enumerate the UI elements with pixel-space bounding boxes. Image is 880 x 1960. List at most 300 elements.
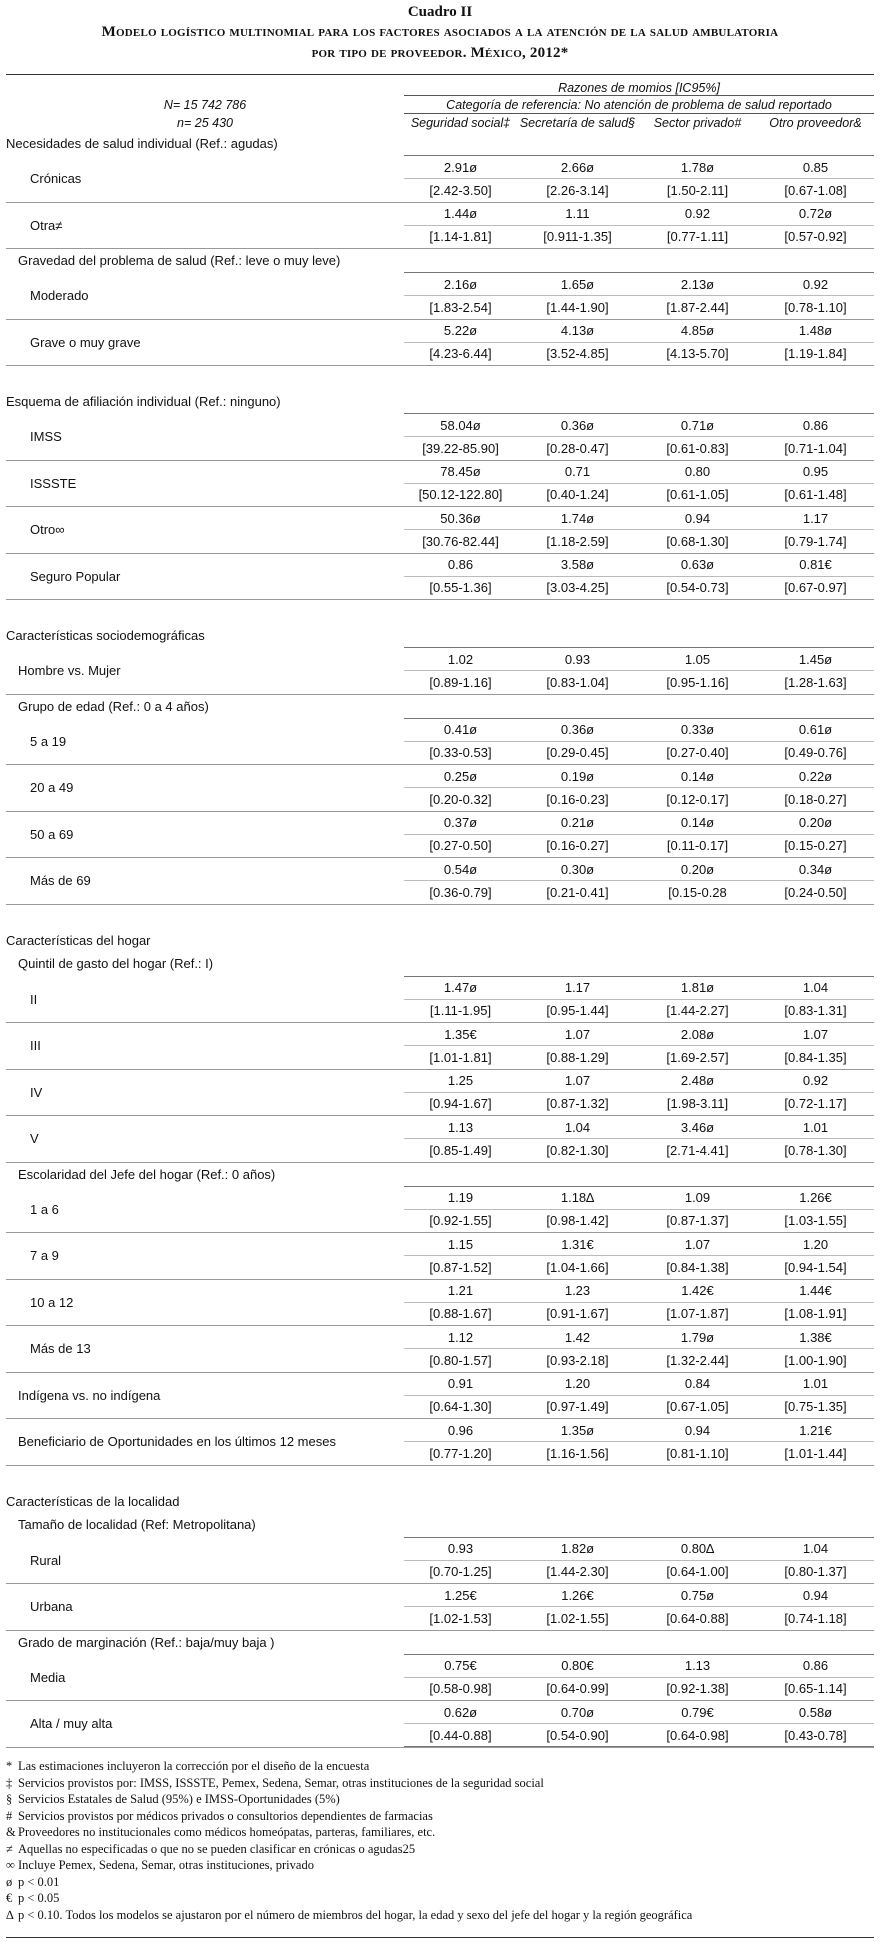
confidence-interval-cell: [0.87-1.32]: [546, 1096, 609, 1112]
confidence-interval-cell: [0.85-1.49]: [429, 1142, 492, 1158]
column-header: Secretaría de salud§: [519, 115, 636, 130]
odds-ratio-cell: 3.46ø: [638, 1116, 757, 1139]
confidence-interval-cell: [1.07-1.87]: [666, 1306, 729, 1322]
confidence-interval-cell: [1.44-2.30]: [546, 1564, 609, 1580]
confidence-interval-cell: [0.27-0.50]: [429, 838, 492, 854]
confidence-interval-cell: [0.95-1.16]: [666, 674, 729, 690]
odds-ratio-cell: 1.02: [404, 648, 517, 671]
odds-ratio-cell: 1.11: [517, 202, 638, 225]
subsection-heading: [6, 1630, 874, 1654]
row-label: Otra≠: [30, 217, 63, 233]
spacer-row: [6, 1465, 874, 1489]
confidence-interval-cell: [1.87-2.44]: [666, 299, 729, 315]
odds-ratio-cell: 0.79€: [638, 1701, 757, 1724]
confidence-interval-cell: [1.02-1.53]: [429, 1610, 492, 1626]
footnote-symbol: *: [6, 1759, 13, 1773]
confidence-interval-cell: [1.32-2.44]: [666, 1352, 729, 1368]
table-row: [6, 273, 874, 296]
odds-ratio-cell: 58.04ø: [404, 414, 517, 437]
table-row: [6, 319, 874, 342]
row-label: V: [30, 1131, 39, 1147]
footnote-text: Aquellas no especificadas o que no se pueden clasificar en crónicas o agudas25: [18, 1841, 416, 1856]
odds-ratio-cell: 0.92: [638, 202, 757, 225]
confidence-interval-cell: [4.23-6.44]: [429, 346, 492, 362]
odds-ratio-cell: 2.91ø: [404, 156, 517, 179]
odds-ratio-cell: 0.41ø: [404, 718, 517, 741]
confidence-interval-cell: [2.26-3.14]: [546, 182, 609, 198]
footnote-text: p < 0.10. Todos los modelos se ajustaron por el número de miembros del hogar, la edad y sexo del jefe del hogar y la región geográfica: [18, 1907, 693, 1922]
confidence-interval-cell: [0.78-1.10]: [784, 299, 847, 315]
heading-label: Necesidades de salud individual (Ref.: agudas): [6, 135, 278, 151]
odds-ratio-cell: 2.08ø: [638, 1023, 757, 1046]
odds-ratio-cell: 1.25€: [404, 1584, 517, 1607]
confidence-interval-cell: [0.64-0.99]: [546, 1681, 609, 1697]
table-row: [6, 648, 874, 671]
odds-ratio-cell: 0.62ø: [404, 1701, 517, 1724]
confidence-interval-cell: [0.61-1.05]: [666, 487, 729, 503]
footnote-text: p < 0.01: [18, 1874, 60, 1889]
footnote-symbol: ø: [6, 1874, 13, 1889]
odds-ratio-cell: 1.81ø: [638, 976, 757, 999]
odds-ratio-cell: 0.70ø: [517, 1701, 638, 1724]
table-title-line-2: por tipo de proveedor. México, 2012*: [311, 45, 569, 61]
section-heading: [6, 1489, 874, 1513]
footnote: [6, 1808, 874, 1825]
confidence-interval-cell: [3.52-4.85]: [546, 346, 609, 362]
subsection-heading: [6, 694, 874, 718]
spacer-row: [6, 904, 874, 928]
confidence-interval-cell: [50.12-122.80]: [418, 487, 503, 503]
odds-ratio-cell: 0.22ø: [757, 765, 874, 788]
confidence-interval-cell: [1.18-2.59]: [546, 533, 609, 549]
footnote-text: Servicios provistos por médicos privados o consultorios dependientes de farmacias: [18, 1808, 433, 1823]
odds-ratio-cell: 0.20ø: [638, 858, 757, 881]
footnote: [6, 1890, 874, 1907]
confidence-interval-cell: [0.88-1.67]: [429, 1306, 492, 1322]
odds-ratio-cell: 1.13: [638, 1654, 757, 1677]
column-header: Otro proveedor&: [769, 115, 862, 130]
odds-ratio-cell: 1.21: [404, 1279, 517, 1302]
odds-ratio-cell: 1.82ø: [517, 1537, 638, 1560]
confidence-interval-cell: [0.87-1.37]: [666, 1213, 729, 1229]
confidence-interval-cell: [1.01-1.81]: [429, 1049, 492, 1065]
footnote-text: Proveedores no institucionales como médicos homeópatas, parteras, familiares, etc.: [18, 1825, 436, 1839]
confidence-interval-cell: [0.15-0.28: [668, 884, 727, 900]
confidence-interval-cell: [0.93-2.18]: [546, 1352, 609, 1368]
table-row: [6, 1069, 874, 1092]
odds-ratio-cell: 1.35ø: [517, 1419, 638, 1442]
confidence-interval-cell: [0.67-1.05]: [666, 1399, 729, 1415]
confidence-interval-cell: [3.03-4.25]: [546, 580, 609, 596]
confidence-interval-cell: [0.71-1.04]: [784, 440, 847, 456]
odds-ratio-cell: 1.48ø: [757, 319, 874, 342]
odds-ratio-cell: 1.18∆: [517, 1186, 638, 1209]
heading-label: Tamaño de localidad (Ref: Metropolitana): [18, 1517, 256, 1533]
odds-ratio-cell: 1.31€: [517, 1233, 638, 1256]
odds-ratio-cell: 0.94: [638, 507, 757, 530]
footnote-symbol: #: [6, 1808, 13, 1823]
odds-ratio-cell: 0.54ø: [404, 858, 517, 881]
confidence-interval-cell: [1.02-1.55]: [546, 1610, 609, 1626]
odds-ratio-cell: 1.26€: [517, 1584, 638, 1607]
column-header: Seguridad social‡: [410, 115, 511, 130]
confidence-interval-cell: [0.911-1.35]: [543, 229, 612, 245]
confidence-interval-cell: [0.83-1.31]: [784, 1003, 847, 1019]
table-row: [6, 414, 874, 437]
heading-label: Gravedad del problema de salud (Ref.: leve o muy leve): [18, 253, 341, 268]
odds-ratio-cell: 0.95: [757, 460, 874, 483]
table-row: [6, 202, 874, 225]
odds-ratio-cell: 0.30ø: [517, 858, 638, 881]
odds-ratio-cell: 1.04: [517, 1116, 638, 1139]
table-notes: [6, 1758, 874, 1923]
confidence-interval-cell: [1.04-1.66]: [546, 1259, 609, 1275]
confidence-interval-cell: [0.64-1.00]: [666, 1564, 729, 1580]
heading-label: Características del hogar: [6, 932, 151, 948]
odds-ratio-cell: 1.20: [757, 1233, 874, 1256]
odds-ratio-cell: 1.09: [638, 1186, 757, 1209]
confidence-interval-cell: [0.64-0.88]: [666, 1610, 729, 1626]
confidence-interval-cell: [1.16-1.56]: [546, 1445, 609, 1461]
odds-ratio-cell: 0.21ø: [517, 811, 638, 834]
confidence-interval-cell: [0.24-0.50]: [784, 884, 847, 900]
confidence-interval-cell: [1.83-2.54]: [429, 299, 492, 315]
confidence-interval-cell: [0.79-1.74]: [784, 533, 847, 549]
confidence-interval-cell: [0.65-1.14]: [784, 1681, 847, 1697]
confidence-interval-cell: [0.64-1.30]: [429, 1399, 492, 1415]
footnote: [6, 1907, 874, 1924]
confidence-interval-cell: [0.92-1.55]: [429, 1213, 492, 1229]
footnote-symbol: ∆: [6, 1907, 14, 1922]
table-header: [6, 75, 874, 132]
confidence-interval-cell: [39.22-85.90]: [422, 440, 499, 456]
row-label: Beneficiario de Oportunidades en los últimos 12 meses: [18, 1434, 336, 1450]
footnote-symbol: &: [6, 1825, 16, 1839]
table-row: [6, 507, 874, 530]
row-label: Más de 13: [30, 1341, 91, 1357]
odds-ratio-cell: 1.44ø: [404, 202, 517, 225]
odds-ratio-cell: 0.36ø: [517, 718, 638, 741]
odds-ratio-cell: 1.47ø: [404, 976, 517, 999]
odds-ratio-cell: 0.63ø: [638, 553, 757, 576]
heading-label: Grupo de edad (Ref.: 0 a 4 años): [18, 698, 209, 714]
odds-ratio-cell: 1.74ø: [517, 507, 638, 530]
row-label: Hombre vs. Mujer: [18, 663, 121, 678]
table-row: [6, 1326, 874, 1349]
footnote: [6, 1874, 874, 1891]
subsection-heading: [6, 1162, 874, 1186]
confidence-interval-cell: [0.94-1.54]: [784, 1259, 847, 1275]
confidence-interval-cell: [0.49-0.76]: [784, 745, 847, 761]
confidence-interval-cell: [0.89-1.16]: [429, 674, 492, 690]
odds-ratio-cell: 0.71: [517, 460, 638, 483]
row-label: Otro∞: [30, 522, 65, 538]
odds-ratio-cell: 0.72ø: [757, 202, 874, 225]
confidence-interval-cell: [0.75-1.35]: [784, 1399, 847, 1415]
confidence-interval-cell: [0.36-0.79]: [429, 884, 492, 900]
odds-ratio-cell: 0.84: [638, 1372, 757, 1395]
odds-ratio-cell: 1.13: [404, 1116, 517, 1139]
confidence-interval-cell: [0.18-0.27]: [784, 791, 847, 807]
footnote: [6, 1791, 874, 1808]
section-heading: [6, 928, 874, 952]
odds-ratio-cell: 0.86: [404, 553, 517, 576]
odds-ratio-cell: 1.42: [517, 1326, 638, 1349]
confidence-interval-cell: [0.44-0.88]: [404, 1724, 517, 1747]
spacer-row: [6, 366, 874, 390]
confidence-interval-cell: [2.71-4.41]: [666, 1142, 729, 1158]
confidence-interval-cell: [0.95-1.44]: [546, 1003, 609, 1019]
odds-ratio-cell: 1.25: [404, 1069, 517, 1092]
table-row: [6, 156, 874, 179]
odds-ratio-cell: 1.65ø: [517, 273, 638, 296]
footnote-text: Las estimaciones incluyeron la corrección por el diseño de la encuesta: [18, 1759, 370, 1773]
row-label: 50 a 69: [30, 826, 74, 842]
row-label: 7 a 9: [30, 1248, 59, 1264]
odds-ratio-cell: 3.58ø: [517, 553, 638, 576]
heading-label: Escolaridad del Jefe del hogar (Ref.: 0 años): [18, 1166, 276, 1182]
column-header: Sector privado#: [653, 115, 742, 130]
confidence-interval-cell: [0.61-0.83]: [666, 440, 729, 456]
odds-ratio-cell: 1.15: [404, 1233, 517, 1256]
confidence-interval-cell: [0.91-1.67]: [546, 1306, 609, 1322]
confidence-interval-cell: [1.14-1.81]: [429, 229, 492, 245]
odds-ratio-cell: 0.80€: [517, 1654, 638, 1677]
confidence-interval-cell: [1.03-1.55]: [784, 1213, 847, 1229]
odds-ratio-cell: 0.86: [757, 1654, 874, 1677]
odds-ratio-cell: 0.91: [404, 1372, 517, 1395]
odds-ratio-cell: 2.13ø: [638, 273, 757, 296]
odds-ratio-cell: 0.94: [757, 1584, 874, 1607]
odds-ratio-cell: 1.01: [757, 1116, 874, 1139]
heading-label: Características sociodemográficas: [6, 627, 205, 643]
confidence-interval-cell: [0.67-1.08]: [784, 182, 847, 198]
confidence-interval-cell: [0.87-1.52]: [429, 1259, 492, 1275]
table-row: [6, 460, 874, 483]
confidence-interval-cell: [1.00-1.90]: [784, 1352, 847, 1368]
table-row: [6, 1372, 874, 1395]
row-label: Urbana: [30, 1599, 73, 1615]
odds-ratio-cell: 0.85: [757, 156, 874, 179]
odds-ratio-cell: 1.42€: [638, 1279, 757, 1302]
odds-ratio-cell: 1.26€: [757, 1186, 874, 1209]
odds-ratio-cell: 0.33ø: [638, 718, 757, 741]
odds-ratio-cell: 0.61ø: [757, 718, 874, 741]
confidence-interval-cell: [0.54-0.90]: [517, 1724, 638, 1747]
row-label: Crónicas: [30, 171, 82, 186]
confidence-interval-cell: [0.77-1.11]: [666, 229, 729, 245]
table-row: [6, 1419, 874, 1442]
odds-ratio-cell: 0.25ø: [404, 765, 517, 788]
odds-ratio-cell: 1.21€: [757, 1419, 874, 1442]
table-row: [6, 858, 874, 881]
confidence-interval-cell: [0.84-1.35]: [784, 1049, 847, 1065]
odds-ratio-cell: 1.17: [757, 507, 874, 530]
odds-ratio-cell: 1.04: [757, 1537, 874, 1560]
footnote: [6, 1758, 874, 1775]
confidence-interval-cell: [0.16-0.27]: [546, 838, 609, 854]
table-row: [6, 553, 874, 576]
confidence-interval-cell: [0.80-1.37]: [784, 1564, 847, 1580]
confidence-interval-cell: [0.43-0.78]: [757, 1724, 874, 1747]
odds-ratio-cell: 0.14ø: [638, 811, 757, 834]
confidence-interval-cell: [0.64-0.98]: [638, 1724, 757, 1747]
table-row: [6, 811, 874, 834]
row-label: II: [30, 991, 38, 1007]
confidence-interval-cell: [0.94-1.67]: [429, 1096, 492, 1112]
reference-category: Categoría de referencia: No atención de problema de salud reportado: [404, 96, 874, 114]
footnote-symbol: €: [6, 1891, 13, 1905]
section-heading: [6, 132, 874, 156]
table-row: [6, 1279, 874, 1302]
heading-label: Quintil de gasto del hogar (Ref.: I): [18, 956, 214, 972]
n-sample: n= 25 430: [177, 115, 233, 130]
row-label: 1 a 6: [30, 1201, 59, 1217]
confidence-interval-cell: [0.28-0.47]: [546, 440, 609, 456]
confidence-interval-cell: [1.28-1.63]: [784, 674, 847, 690]
odds-ratio-cell: 1.23: [517, 1279, 638, 1302]
subsection-heading: [6, 249, 874, 273]
table-row: [6, 1654, 874, 1677]
odds-ratio-cell: 0.96: [404, 1419, 517, 1442]
odds-ratio-cell: 1.07: [517, 1069, 638, 1092]
confidence-interval-cell: [4.13-5.70]: [666, 346, 729, 362]
odds-ratio-cell: 0.80∆: [638, 1537, 757, 1560]
odds-ratio-cell: 0.71ø: [638, 414, 757, 437]
confidence-interval-cell: [0.58-0.98]: [429, 1681, 492, 1697]
odds-ratio-cell: 0.93: [517, 648, 638, 671]
confidence-interval-cell: [1.44-2.27]: [666, 1003, 729, 1019]
odds-ratio-cell: 2.48ø: [638, 1069, 757, 1092]
row-label: ISSSTE: [30, 475, 77, 491]
confidence-interval-cell: [0.16-0.23]: [546, 791, 609, 807]
confidence-interval-cell: [0.97-1.49]: [546, 1399, 609, 1415]
odds-ratio-cell: 2.16ø: [404, 273, 517, 296]
confidence-interval-cell: [1.01-1.44]: [784, 1445, 847, 1461]
odds-ratio-cell: 4.13ø: [517, 319, 638, 342]
confidence-interval-cell: [0.81-1.10]: [666, 1445, 729, 1461]
confidence-interval-cell: [1.11-1.95]: [429, 1003, 492, 1019]
row-label: Media: [30, 1669, 66, 1685]
confidence-interval-cell: [0.82-1.30]: [546, 1142, 609, 1158]
footnote: [6, 1775, 874, 1792]
confidence-interval-cell: [0.61-1.48]: [784, 487, 847, 503]
table-caption: [6, 0, 874, 64]
heading-label: Características de la localidad: [6, 1493, 180, 1509]
confidence-interval-cell: [0.84-1.38]: [666, 1259, 729, 1275]
confidence-interval-cell: [0.98-1.42]: [546, 1213, 609, 1229]
table-row: [6, 1233, 874, 1256]
odds-ratio-cell: 0.37ø: [404, 811, 517, 834]
confidence-interval-cell: [1.50-2.11]: [666, 182, 729, 198]
confidence-interval-cell: [0.72-1.17]: [784, 1096, 847, 1112]
confidence-interval-cell: [0.33-0.53]: [429, 745, 492, 761]
section-heading: [6, 390, 874, 414]
row-label: IV: [30, 1084, 43, 1100]
odds-ratio-cell: 0.80: [638, 460, 757, 483]
odds-ratio-cell: 1.79ø: [638, 1326, 757, 1349]
confidence-interval-cell: [1.69-2.57]: [666, 1049, 729, 1065]
confidence-interval-cell: [0.88-1.29]: [546, 1049, 609, 1065]
table-row: [6, 765, 874, 788]
odds-ratio-cell: 0.93: [404, 1537, 517, 1560]
subsection-heading: [6, 952, 874, 976]
row-label: 10 a 12: [30, 1294, 74, 1310]
row-label: Más de 69: [30, 873, 91, 889]
confidence-interval-cell: [1.08-1.91]: [784, 1306, 847, 1322]
table-row: [6, 1701, 874, 1724]
footnote-text: Incluye Pemex, Sedena, Semar, otras instituciones, privado: [18, 1858, 314, 1872]
confidence-interval-cell: [0.68-1.30]: [666, 533, 729, 549]
confidence-interval-cell: [0.15-0.27]: [784, 838, 847, 854]
bottom-rule: [6, 1937, 874, 1938]
odds-ratio-cell: 0.14ø: [638, 765, 757, 788]
footnote-symbol: ∞: [6, 1858, 15, 1872]
row-label: Indígena vs. no indígena: [18, 1387, 161, 1403]
table-row: [6, 1186, 874, 1209]
odds-ratio-cell: 0.36ø: [517, 414, 638, 437]
heading-label: Grado de marginación (Ref.: baja/muy baja ): [18, 1634, 275, 1650]
row-label: IMSS: [30, 429, 62, 444]
confidence-interval-cell: [0.70-1.25]: [429, 1564, 492, 1580]
row-label: Alta / muy alta: [30, 1716, 113, 1732]
odds-ratio-cell: 0.75€: [404, 1654, 517, 1677]
odds-ratio-cell: 50.36ø: [404, 507, 517, 530]
confidence-interval-cell: [0.12-0.17]: [666, 791, 729, 807]
odds-ratio-cell: 1.19: [404, 1186, 517, 1209]
confidence-interval-cell: [1.98-3.11]: [666, 1096, 729, 1112]
footnote: [6, 1824, 874, 1841]
subsection-heading: [6, 1513, 874, 1537]
odds-ratio-cell: 0.58ø: [757, 1701, 874, 1724]
confidence-interval-cell: [1.44-1.90]: [546, 299, 609, 315]
footnote-symbol: §: [6, 1792, 13, 1806]
odds-ratio-cell: 1.17: [517, 976, 638, 999]
row-label: Rural: [30, 1552, 62, 1568]
odds-ratio-cell: 1.07: [638, 1233, 757, 1256]
confidence-interval-cell: [0.29-0.45]: [546, 745, 609, 761]
confidence-interval-cell: [0.57-0.92]: [784, 229, 847, 245]
odds-ratio-cell: 0.20ø: [757, 811, 874, 834]
footnote-symbol: ≠: [6, 1841, 13, 1856]
table-row: [6, 1116, 874, 1139]
odds-ratio-cell: 2.66ø: [517, 156, 638, 179]
measure-label: Razones de momios [IC95%]: [404, 75, 874, 96]
table-row: [6, 718, 874, 741]
odds-ratio-cell: 0.94: [638, 1419, 757, 1442]
confidence-interval-cell: [0.27-0.40]: [666, 745, 729, 761]
confidence-interval-cell: [0.80-1.57]: [429, 1352, 492, 1368]
confidence-interval-cell: [0.74-1.18]: [784, 1610, 847, 1626]
odds-ratio-cell: 78.45ø: [404, 460, 517, 483]
odds-ratio-cell: 1.07: [517, 1023, 638, 1046]
footnote-symbol: ‡: [6, 1775, 13, 1790]
row-divider: [6, 1747, 874, 1748]
odds-ratio-cell: 1.07: [757, 1023, 874, 1046]
confidence-interval-cell: [0.55-1.36]: [429, 580, 492, 596]
spacer-row: [6, 600, 874, 624]
odds-ratio-cell: 1.45ø: [757, 648, 874, 671]
odds-ratio-cell: 0.19ø: [517, 765, 638, 788]
row-label: 20 a 49: [30, 780, 74, 796]
odds-ratio-cell: 1.38€: [757, 1326, 874, 1349]
footnote-text: p < 0.05: [18, 1891, 60, 1905]
row-label: Seguro Popular: [30, 568, 121, 584]
footnote-text: Servicios provistos por: IMSS, ISSSTE, Pemex, Sedena, Semar, otras instituciones de la seguridad social: [18, 1775, 544, 1790]
confidence-interval-cell: [0.77-1.20]: [429, 1445, 492, 1461]
odds-ratio-cell: 0.34ø: [757, 858, 874, 881]
odds-ratio-cell: 0.75ø: [638, 1584, 757, 1607]
